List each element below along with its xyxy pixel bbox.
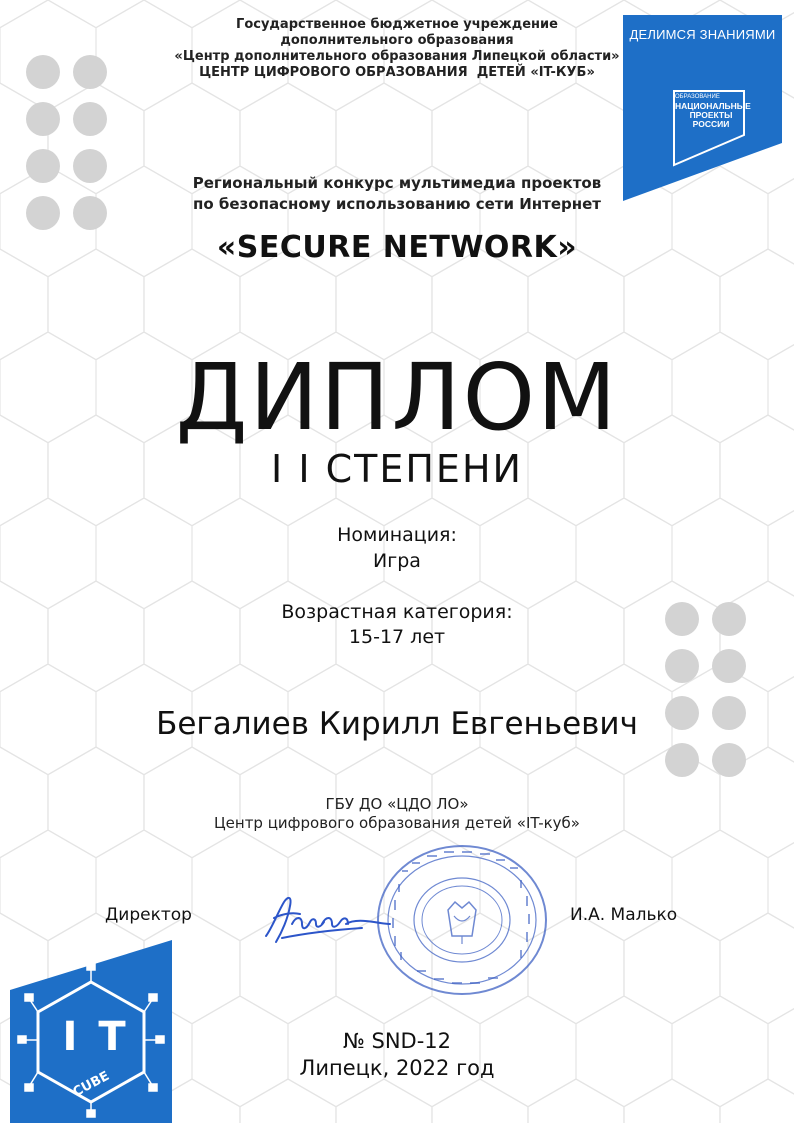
dot: [665, 743, 699, 777]
official-round-stamp: [372, 840, 552, 1004]
badge-project-line-3: РОССИИ: [692, 119, 730, 129]
org-line-4: ЦЕНТР ЦИФРОВОГО ОБРАЗОВАНИЯ ДЕТЕЙ «IT-КУБ»: [199, 65, 595, 80]
org-line-1: Государственное бюджетное учреждение: [236, 17, 558, 32]
city-year: Липецк, 2022 год: [299, 1056, 495, 1080]
dot: [73, 102, 107, 136]
issuer-line-2: Центр цифрового образования детей «IT-куб»: [214, 814, 580, 832]
stamp-icon: [372, 840, 552, 1000]
badge-project-line-1: НАЦИОНАЛЬНЫЕ: [675, 101, 751, 111]
director-role: Директор: [105, 905, 192, 925]
age-category-value: 15-17 лет: [348, 626, 446, 648]
org-line-2: дополнительного образования: [280, 33, 514, 48]
age-category-label: Возрастная категория:: [281, 601, 513, 623]
contest-description: [0, 173, 794, 215]
dot: [665, 649, 699, 683]
contest-line-1: Региональный конкурс мультимедиа проектов: [192, 174, 602, 192]
director-name: И.А. Малько: [570, 905, 678, 925]
logo-letter-i: I: [62, 1014, 78, 1060]
dot: [26, 102, 60, 136]
winner-name: Бегалиев Кирилл Евгеньевич: [156, 706, 638, 742]
badge-project-text: [675, 101, 751, 129]
badge-slogan: ДЕЛИМСЯ ЗНАНИЯМИ: [629, 27, 776, 42]
issuer-line-1: ГБУ ДО «ЦДО ЛО»: [325, 795, 469, 813]
dot: [712, 649, 746, 683]
nomination-value: Игра: [373, 550, 421, 572]
nomination-label: Номинация:: [337, 524, 457, 546]
badge-project-line-2: ПРОЕКТЫ: [689, 110, 733, 120]
diploma-degree: I I СТЕПЕНИ: [271, 447, 523, 491]
contest-line-2: по безопасному использованию сети Интернет: [193, 195, 601, 213]
diploma-number: № SND-12: [342, 1029, 452, 1053]
handwritten-signature-icon: [262, 888, 392, 950]
diploma-title: ДИПЛОМ: [175, 344, 619, 451]
dot: [712, 743, 746, 777]
contest-name: «SECURE NETWORK»: [216, 230, 578, 265]
logo-letter-t: T: [98, 1014, 126, 1060]
issuer-block: [0, 795, 794, 833]
logo-word-cube: CUBE: [70, 1068, 112, 1101]
director-signature: [262, 888, 392, 954]
badge-small-label: ОБРАЗОВАНИЕ: [675, 94, 720, 100]
org-line-3: «Центр дополнительного образования Липецкой области»: [174, 49, 620, 64]
